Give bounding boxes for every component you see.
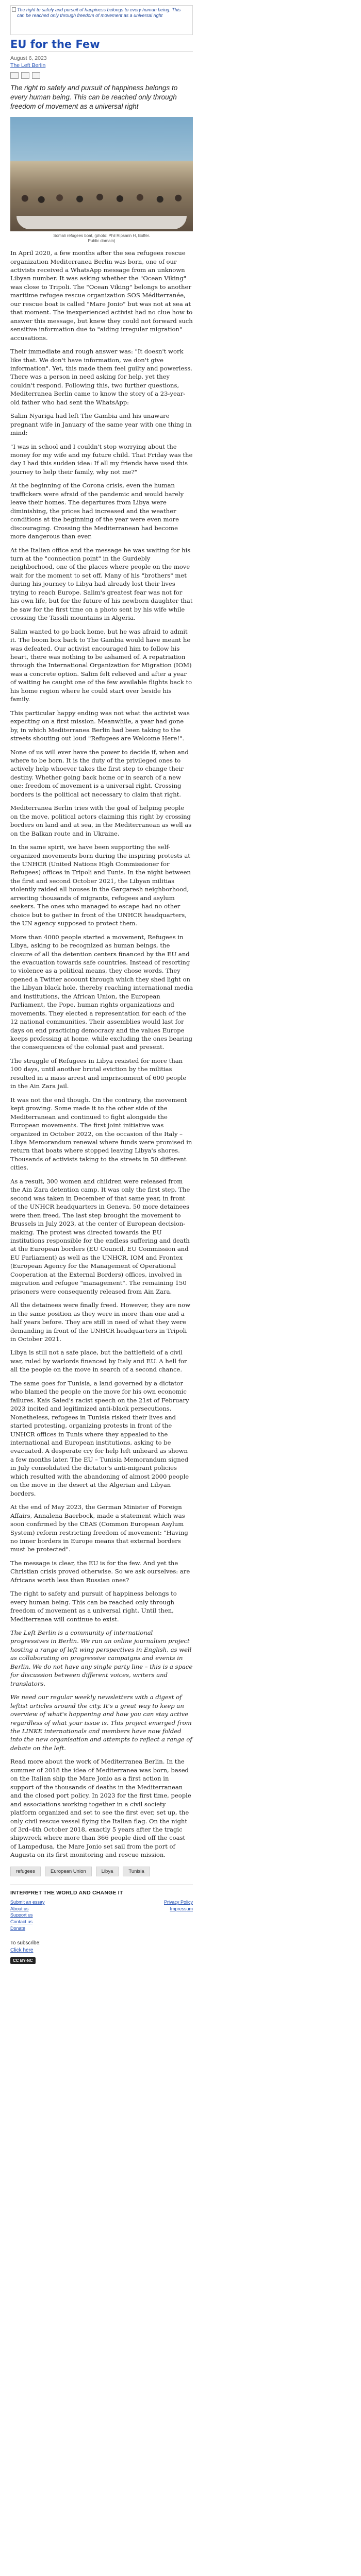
paragraph: The struggle of Refugees in Libya resisted for more than 100 days, until another brutal eviction by the militias resulted in a mass arrest and imprisonment of 600 people in the Ain Zara jail. <box>10 1057 187 1090</box>
footer-title: INTERPRET THE WORLD AND CHANGE IT <box>10 1890 123 1896</box>
article-hero-photo <box>10 117 193 231</box>
paragraph: The same goes for Tunisia, a land governed by a dictator who blamed the people on the move for his own economic failures. Kais Saied's racist speech on the 21st of February 2023 incited and legitimized anti-black persecutions. Nonetheless, refugees in Tunisia risked their lives and started protesting, organizing protests in front of the UNHCR offices in Tunis where they appealed to the international and European institutions, asking to be evacuated. A desperate cry for help left unheard as shown a few months later. The EU – Tunisia Memorandum signed in July consolidated the dictator's anti-migrant policies which resulted with the abandoning of almost 2000 people on the move in the desert at the Algerian and Libyan borders. <box>10 1379 189 1497</box>
footer-link-impressum[interactable]: Impressum <box>170 1906 193 1911</box>
paragraph: Mediterranea Berlin tries with the goal of helping people on the move, political actors claiming this right by crossing borders on land and at sea, in the Mediterranean as well as on the Balkan route and in Ukraine. <box>10 804 192 837</box>
tag-tunisia[interactable]: Tunisia <box>123 1867 150 1876</box>
article-date: August 6, 2023 <box>10 55 47 62</box>
article-body <box>10 249 193 1859</box>
footer-link-about[interactable]: About us <box>10 1906 29 1911</box>
newsletter-disclaimer: We need our regular weekly newsletters with a digest of leftist articles around the city. It's a great way to keep an overview of what's happening and how you can stay active regardless of what your issue is. This project emerged from the LINKE internationals and members have now folded into the new organisation and attempts to reflect a range of debate on the left. <box>10 1693 192 1752</box>
subscribe-block <box>10 1940 193 1964</box>
paragraph: At the Italian office and the message he was waiting for his turn at the "connection point" in the Gurdebly neighborhood, one of the places where people on the move wait for the moment to set off. Many of his "brothers" met during his journey to Libya had already lost their lives trying to reach Europe. Salim's greatest fear was not for his own life, but for the future of his newborn daughter that he saw for the first time on a photo sent by his wife while crossing the Tassili mountains in Algeria. <box>10 546 193 622</box>
paragraph: Their immediate and rough answer was: "It doesn't work like that. We don't have information, we don't give information". Yet, this made them feel guilty and powerless. There was a person in need asking for help, yet they couldn't respond. Following this, two further questions, Mediterranea Berlin came to know the story of a 23-year-old father who had sent the WhatsApp: <box>10 348 192 406</box>
share-facebook-icon[interactable] <box>10 72 19 79</box>
footer-link-donate[interactable]: Donate <box>10 1925 26 1931</box>
paragraph: None of us will ever have the power to decide if, when and where to be born. It is the duty of the privileged ones to actively help whoever takes the first step to change their destiny. Whether going back home or in search of a new one: freedom of movement is a universal right. Crossing borders is the political act necessary to claim that right. <box>10 748 189 798</box>
article-meta <box>10 55 193 69</box>
paragraph: Salim Nyariga had left The Gambia and his unaware pregnant wife in January of the same year with one thing in mind: <box>10 412 192 437</box>
subscribe-label: To subscribe: <box>10 1940 41 1946</box>
article-page <box>10 0 193 1964</box>
tag-libya[interactable]: Libya <box>96 1867 119 1876</box>
page-title: EU for the Few <box>10 38 193 52</box>
photo-boat <box>17 216 187 229</box>
banner-text: The right to safely and pursuit of happiness belongs to every human being. This can be reached only through freedom of movement as a universal right <box>17 7 181 19</box>
share-buttons <box>10 72 193 79</box>
broken-image-icon <box>12 7 16 12</box>
footer-link-privacy[interactable]: Privacy Policy <box>163 1900 193 1905</box>
mediterranea-about: Read more about the work of Mediterranea Berlin. In the summer of 2018 the idea of Mediterranea was born, based on the Italian ship the Mare Jonio as a first action in support of the thousands of deaths in the Mediterranean and the closed port policy. In 2023 for the first time, people and associations working together in a civil society platform organized and set to see the first ever, set up, the only civil rescue vessel flying the Italian flag. On the night of 3rd–4th October 2018, exactly 5 years after the tragic shipwreck where more than 366 people died off the coast of Lampedusa, the Mare Jonio set sail from the port of Augusta on its first monitoring and rescue mission. <box>10 1758 191 1859</box>
paragraph: It was not the end though. On the contrary, the movement kept growing. Some made it to the other side of the Mediterranean and continued to fight alongside the European movements. The first joint initiative was organized in October 2022, on the occasion of the Italy – Libya Memorandum renewal where funds were promised in return that boats where stopped leaving Libya's shores. Thousands of activists taking to the streets in 50 different cities. <box>10 1096 192 1172</box>
about-disclaimer: The Left Berlin is a community of international progressives in Berlin. We run an online journalism project hosting a range of left wing perspectives in English, as well as collaborating on progressive campaigns and events in Berlin. We do not have any single party line – this is a space for discussion between different voices, writers and translators. <box>10 1629 193 1687</box>
paragraph: "I was in school and I couldn't stop worrying about the money for my wife and my future child. That Friday was the day I had this sudden idea: If all my friends have used this journey to help their family, why not me?" <box>10 443 193 476</box>
paragraph: At the end of May 2023, the German Minister of Foreign Affairs, Annalena Baerbock, made a statement which was soon confirmed by the CEAS (Common European Asylum System) reform restricting freedom of movement: "Having no inner borders in Europe means that external borders must be protected". <box>10 1503 188 1553</box>
paragraph: In the same spirit, we have been supporting the self-organized movements born during the inspiring protests at the UNHCR (United Nations High Commissioner for Refugees) offices in Tripoli and Tunis. In the night between the first and second October 2021, the Libyan militias violently raided all houses in the Gargaresh neighborhood, arresting thousands of migrants, refugees and asylum seekers. The ones who managed to escape had no other choice but to gather in front of the UNHCR headquarters, the UN agency supposed to protect them. <box>10 843 191 927</box>
paragraph: As a result, 300 women and children were released from the Ain Zara detention camp. It was only the first step. The second was taken in December of that same year, in front of the UNHCR headquarters in Geneva. 50 more detainees were then freed. The last step brought the movement to Brussels in July 2023, at the center of European decision-making. The protest was directed towards the EU institutions responsible for the endless suffering and death at the European borders (EU Council, EU Commission and EU Parliament) as well as the UNHCR, IOM and Frontex (European Agency for the Management of Operational Cooperation at the External Borders) offices, involved in migration and refugee "management". The remaining 150 prisoners were consequently released from Ain Zara. <box>10 1177 190 1295</box>
paragraph: This particular happy ending was not what the activist was expecting on a first mission. Meanwhile, a year had gone by, in which Mediterranea Berlin had been taking to the streets shouting out loud "Refugees are Welcome Here!". <box>10 709 190 742</box>
tag-refugees[interactable]: refugees <box>10 1867 41 1876</box>
footer-link-support[interactable]: Support us <box>10 1912 33 1918</box>
paragraph: More than 4000 people started a movement, Refugees in Libya, asking to be recognized as human beings, the closure of all the detention centers financed by the EU and the evacuation towards safe countries. Instead of resorting to violence as a political means, they chose words. They opened a Twitter account through which they shed light on the Libyan black hole, thereby reaching international media and institutions, the African Union, the European Parliament, the Pope, human rights organizations and movements. They elected a representation for each of the 12 national communities. Their assemblies would last for days on end practicing democracy and the values Europe keeps professing at home, while excluding the ones bearing the consequences of the colonial past and present. <box>10 933 193 1051</box>
share-email-icon[interactable] <box>32 72 40 79</box>
footer-links-left <box>10 1899 45 1931</box>
footer-link-submit[interactable]: Submit an essay <box>10 1900 45 1905</box>
paragraph: Salim wanted to go back home, but he was afraid to admit it. The boom box back to The Gambia would have meant he was defeated. Our activist encouraged him to follow his heart, there was nothing to be ashamed of. A repatriation through the International Organization for Migration (IOM) was a concrete option. Salim felt relieved and after a year of waiting he caught one of the few available flights back to his home region where he could start over beside his family. <box>10 628 192 703</box>
photo-caption: Somali refugees boat, (photo: Phil Ripsarin H, Boffer. Public domain) <box>53 233 150 244</box>
paragraph: All the detainees were finally freed. However, they are now in the same position as they were in more than one and a half years before. They are still in need of what they were demanding in front of the UNHCR headquarters in Tripoli in October 2021. <box>10 1301 191 1343</box>
share-twitter-icon[interactable] <box>21 72 29 79</box>
author-link[interactable]: The Left Berlin <box>10 62 46 69</box>
photo-people <box>10 189 193 220</box>
paragraph: In April 2020, a few months after the sea refugees rescue organization Mediterranea Berlin was born, one of our activists received a WhatsApp message from an unknown Libyan number. It was asking whether the "Ocean Viking" was close to Tripoli. The "Ocean Viking" belongs to another maritime refugee rescue organization SOS Méditerranée, our rescue boat is called "Mare Jonio" but was not at sea at that moment. The inexperienced activist had no clue how to answer this message, but knew they could not forward such sensitive information due to "aiding irregular migration" accusations. <box>10 249 193 342</box>
cc-license-badge: CC BY-NC <box>10 1957 36 1964</box>
tag-list <box>10 1867 193 1876</box>
footer-links-right <box>164 1899 193 1931</box>
paragraph: At the beginning of the Corona crisis, even the human traffickers were afraid of the pandemic and would barely leave their homes. The departures from Libya were diminishing, the prices had increased and the weather conditions at the beginning of the year were even more discouraging. Crossing the Mediterranean had become more dangerous than ever. <box>10 482 184 540</box>
paragraph: The message is clear, the EU is for the few. And yet the Christian crisis proved otherwise. So we ask ourselves: are Africans worth less than Russian ones? <box>10 1559 190 1584</box>
subscribe-link[interactable]: Click here <box>10 1947 34 1954</box>
footer-link-contact[interactable]: Contact us <box>10 1919 33 1924</box>
header-banner-image <box>10 5 193 35</box>
tag-european-union[interactable]: European Union <box>45 1867 92 1876</box>
paragraph: Libya is still not a safe place, but the battlefield of a civil war, ruled by warlords financed by Italy and EU. A hell for all the people on the move in search of a second chance. <box>10 1349 187 1374</box>
paragraph: The right to safety and pursuit of happiness belongs to every human being. This can be reached only through freedom of movement as a universal right. Until then, Mediterranea will continue to exist. <box>10 1590 177 1623</box>
footer-links <box>10 1899 193 1931</box>
article-tagline: The right to safely and pursuit of happiness belongs to every human being. This can be reached only through freedom of movement as a universal right <box>10 84 178 110</box>
